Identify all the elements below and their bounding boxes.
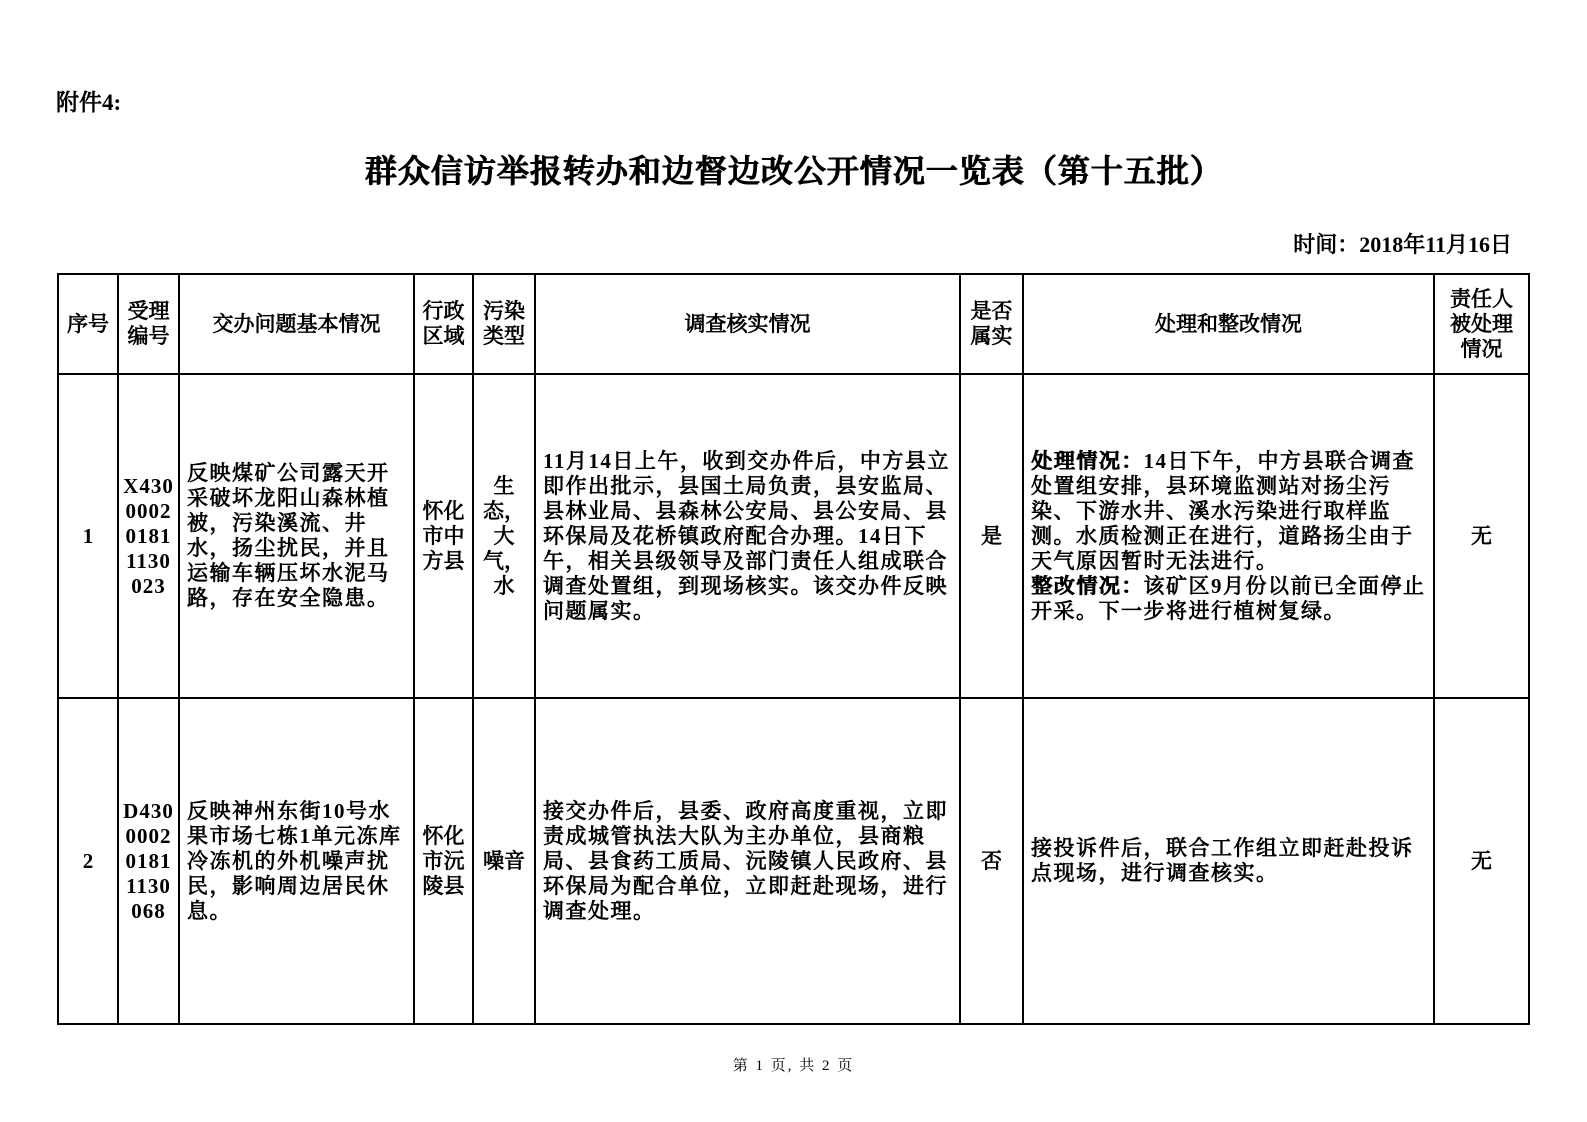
date-label: 时间：2018年11月16日 — [1293, 232, 1512, 257]
cell-case-number: X430000201811130023 — [118, 374, 179, 698]
handling-paragraph — [1031, 449, 1426, 574]
cell-pollution-type: 噪音 — [473, 698, 535, 1024]
page-number: 第 1 页, 共 2 页 — [732, 1058, 855, 1074]
rectification-text: 该矿区9月份以前已全面停止开采。下一步将进行植树复绿。 — [1031, 573, 1426, 623]
cell-region: 怀化市沅陵县 — [414, 698, 473, 1024]
header-region: 行政区域 — [414, 274, 473, 374]
cell-region: 怀化市中方县 — [414, 374, 473, 698]
table-header — [58, 274, 1529, 374]
rectification-label: 整改情况： — [1031, 573, 1144, 598]
page-title: 群众信访举报转办和边督边改公开情况一览表（第十五批） — [364, 153, 1223, 189]
table-row-2 — [58, 698, 1529, 1024]
cell-accountability: 无 — [1434, 374, 1529, 698]
header-investigation: 调查核实情况 — [535, 274, 960, 374]
header-row — [58, 274, 1529, 374]
cell-case-number: D430000201811130068 — [118, 698, 179, 1024]
cell-verified: 是 — [960, 374, 1023, 698]
rectification-paragraph — [1031, 574, 1426, 624]
cell-verified: 否 — [960, 698, 1023, 1024]
table-body — [58, 374, 1529, 1024]
header-accountability: 责任人被处理情况 — [1434, 274, 1529, 374]
cell-handling — [1023, 374, 1434, 698]
cell-index: 1 — [58, 374, 118, 698]
cell-investigation: 11月14日上午，收到交办件后，中方县立即作出批示，县国土局负责，县安监局、县林业局、县森林公安局、县公安局、县环保局及花桥镇政府配合办理。14日下午，相关县级领导及部门责任人组成联合调查处置组，到现场核实。该交办件反映问题属实。 — [535, 374, 960, 698]
cell-accountability: 无 — [1434, 698, 1529, 1024]
complaints-table — [57, 273, 1530, 1025]
cell-handling: 接投诉件后，联合工作组立即赶赴投诉点现场，进行调查核实。 — [1023, 698, 1434, 1024]
cell-issue: 反映煤矿公司露天开采破坏龙阳山森林植被，污染溪流、井水，扬尘扰民，并且运输车辆压坏水泥马路，存在安全隐患。 — [179, 374, 414, 698]
header-handling: 处理和整改情况 — [1023, 274, 1434, 374]
cell-pollution-type: 生态，大气，水 — [473, 374, 535, 698]
header-case-number: 受理编号 — [118, 274, 179, 374]
handling-text: 14日下午，中方县联合调查处置组安排，县环境监测站对扬尘污染、下游水井、溪水污染进行取样监测。水质检测正在进行，道路扬尘由于天气原因暂时无法进行。 — [1031, 448, 1415, 573]
table-row-1 — [58, 374, 1529, 698]
attachment-label: 附件4: — [56, 90, 122, 115]
cell-investigation: 接交办件后，县委、政府高度重视，立即责成城管执法大队为主办单位，县商粮局、县食药工质局、沅陵镇人民政府、县环保局为配合单位，立即赶赴现场，进行调查处理。 — [535, 698, 960, 1024]
header-verified: 是否属实 — [960, 274, 1023, 374]
cell-issue: 反映神州东街10号水果市场七栋1单元冻库冷冻机的外机噪声扰民，影响周边居民休息。 — [179, 698, 414, 1024]
header-issue: 交办问题基本情况 — [179, 274, 414, 374]
cell-index: 2 — [58, 698, 118, 1024]
header-pollution-type: 污染类型 — [473, 274, 535, 374]
handling-label: 处理情况： — [1031, 448, 1144, 473]
header-index: 序号 — [58, 274, 118, 374]
